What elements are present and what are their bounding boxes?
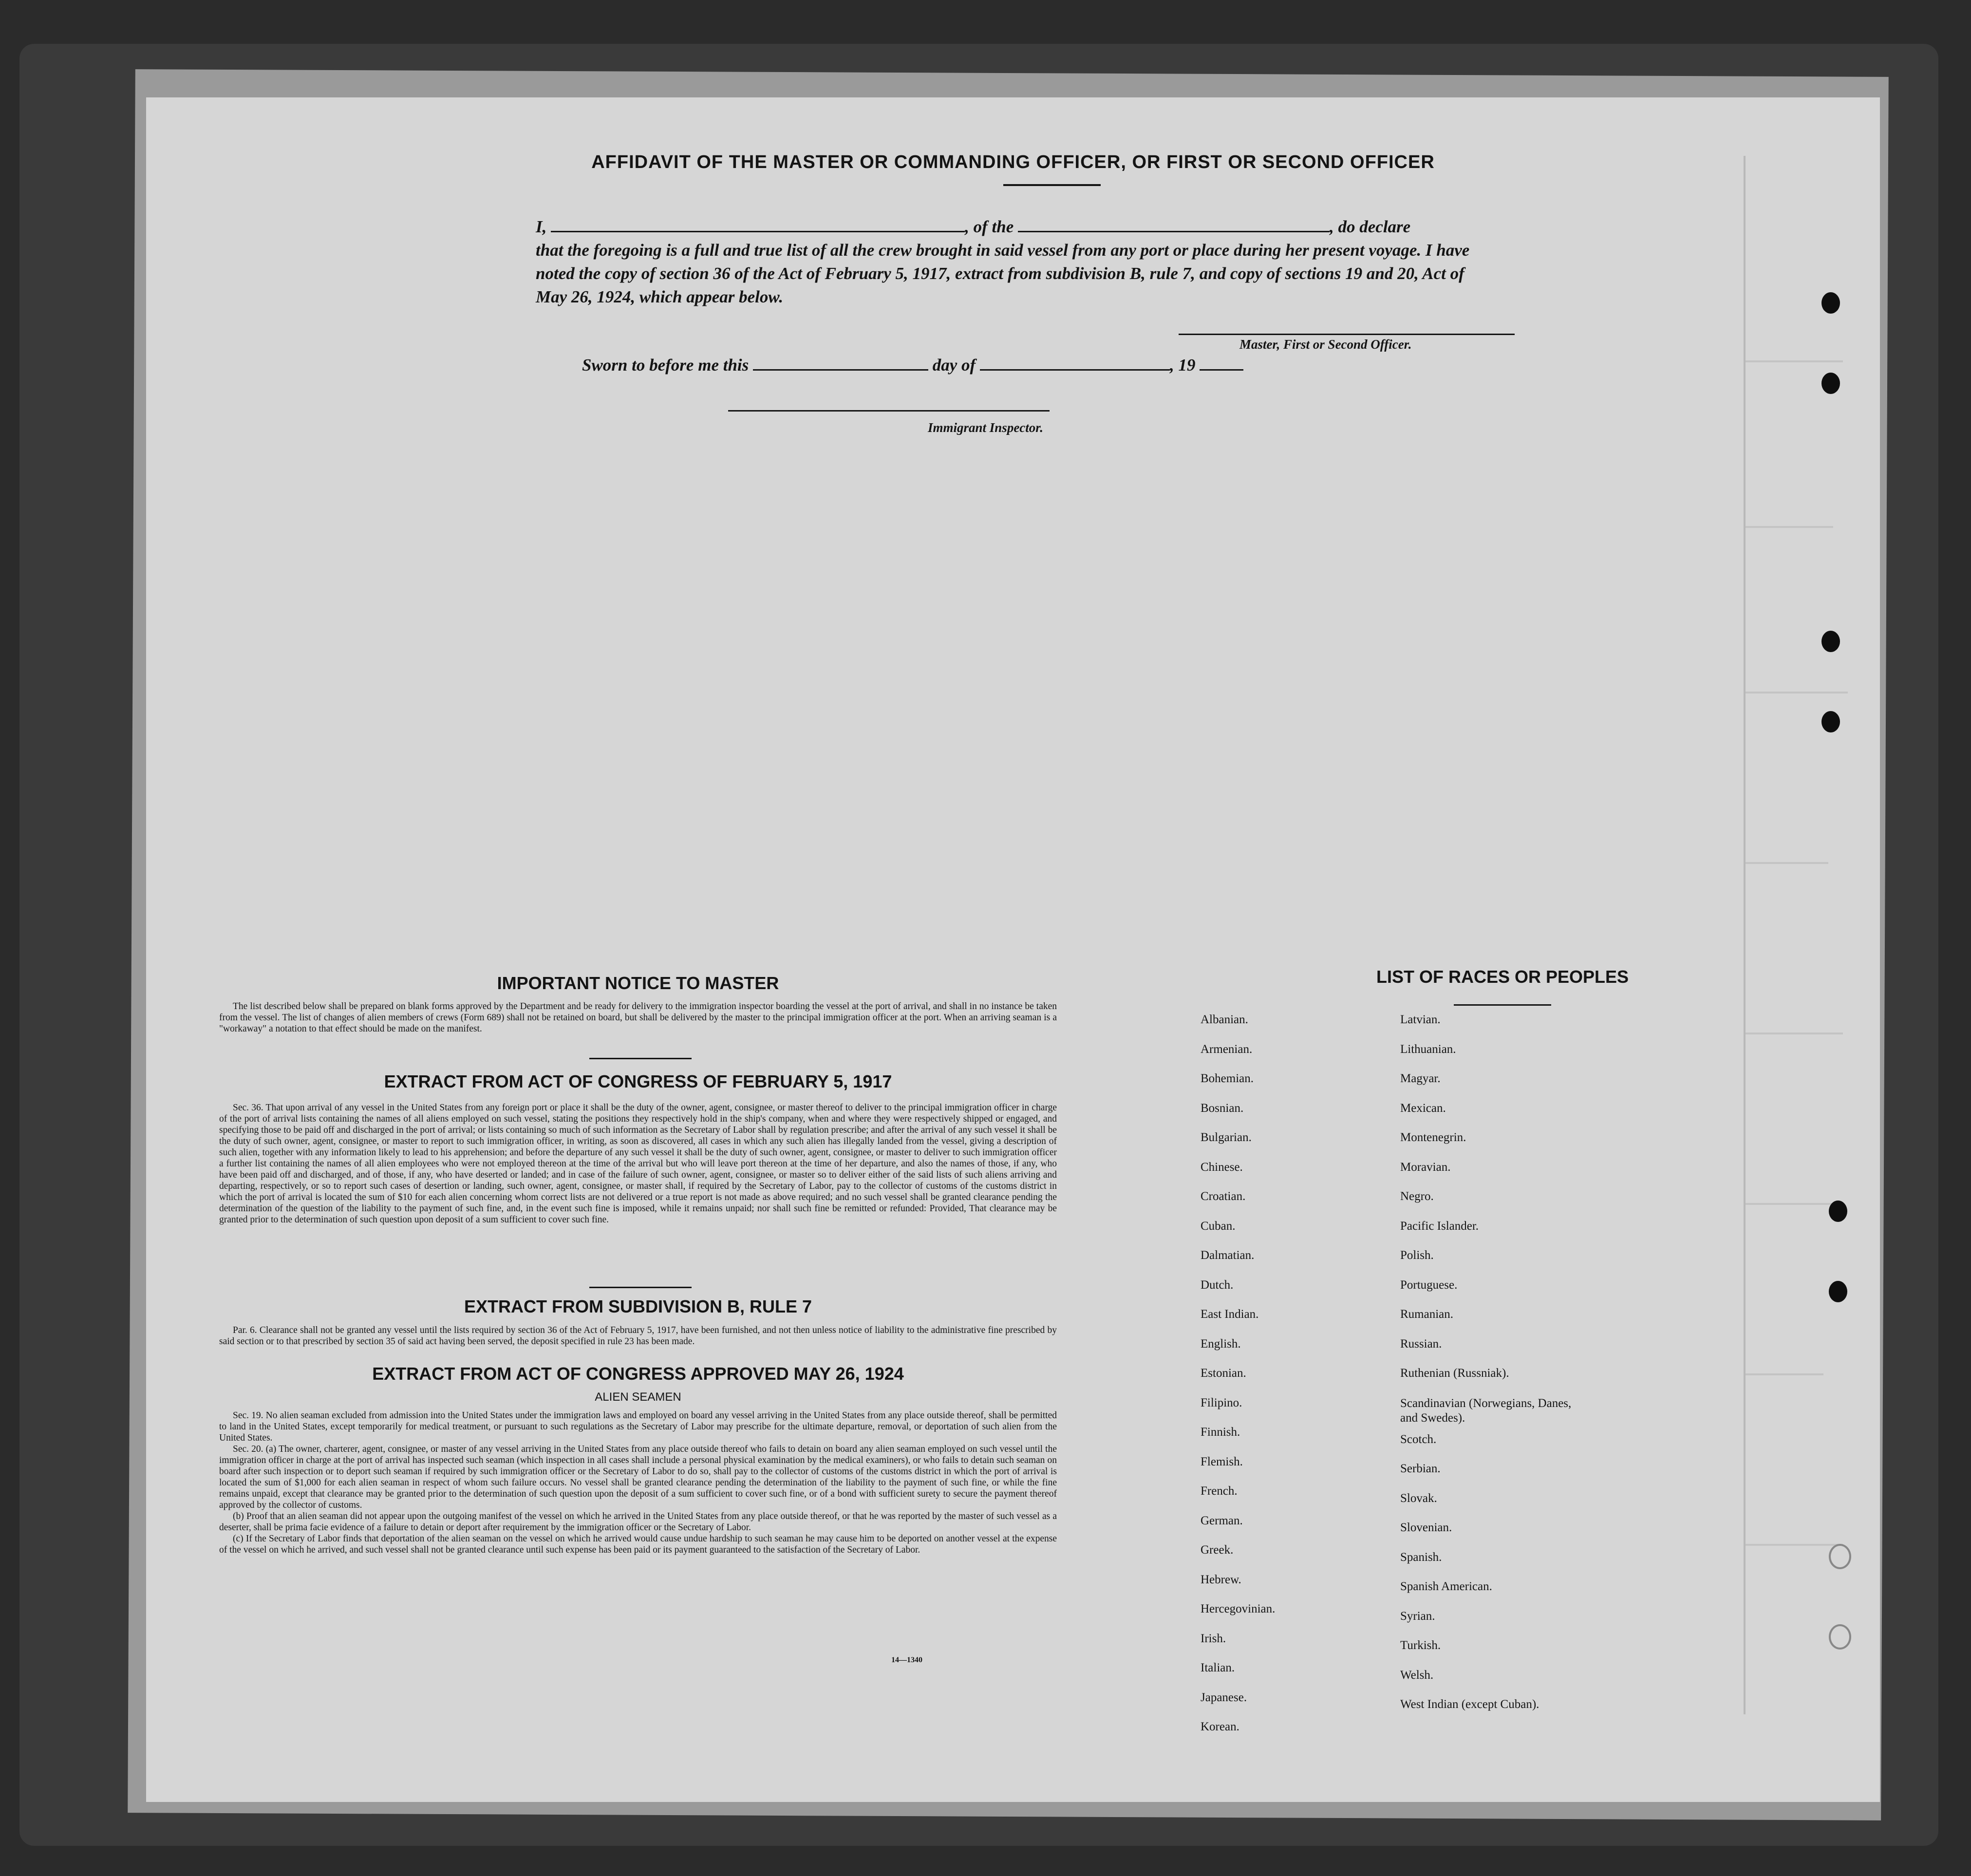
- section-divider: [589, 1058, 692, 1059]
- punch-hole: [1821, 292, 1840, 314]
- race-item: Japanese.: [1201, 1690, 1247, 1704]
- race-item: Slovak.: [1400, 1491, 1437, 1505]
- bleed-through-region: [1744, 156, 1867, 1714]
- punch-hole: [1829, 1201, 1847, 1222]
- sec20c-text: (c) If the Secretary of Labor finds that deportation of the alien seaman on the vessel on which he arrived would cause undue hardship to such seaman he may cause him to be deported on another vessel at the expense of the vessel on which he arrived, and such vessel shall not be granted clearance until such expense has been paid or its payment guaranteed to the satisfaction of the Secretary of Labor.: [219, 1534, 1057, 1555]
- race-item: Hercegovinian.: [1201, 1602, 1276, 1615]
- race-item: Chinese.: [1201, 1160, 1243, 1174]
- extract-1917-text: Sec. 36. That upon arrival of any vessel in the United States from any foreign port or place it shall be the duty of the owner, agent, consignee, or master thereof to deliver to the principal immigration officer in charge of the port of arrival lists containing the names of all aliens employed on such vessel, stating the positions they respectively hold in the ship's company, when and where they were respectively shipped or engaged, and specifying those to be paid off and discharged in the port of arrival; or lists containing so much of such information as the Secretary of Labor shall by regulation prescribe; and after the arrival of any such vessel it shall be the duty of such owner, agent, consignee, or master to report to such immigration officer, in writing, as soon as discovered, all cases in which any such alien has illegally landed from the vessel, giving a description of such alien, together with any information likely to lead to his apprehension; and before the departure of any such vessel it shall be the duty of such owner, agent, consignee, or master to deliver to such immigration officer a further list containing the names of all alien employees who were not employed thereon at the time of the arrival but who will leave port thereon at the time of her departure, and also the names of those, if any, who have been paid off and discharged, and of those, if any, who have deserted or landed; and in case of the failure of such owner, agent, consignee, or master so to deliver either of the said lists of such aliens arriving and departing, respectively, or so to report such cases of desertion or landing, such owner, agent, consignee, or master shall, if required by the Secretary of Labor, pay to the collector of customs of the customs district in which the port of arrival is located the sum of $10 for each alien concerning whom correct lists are not delivered or a true report is not made as above required; and no such vessel shall be granted clearance pending the determination of the question of the liability to the payment of such fine, and, in the event such fine is imposed, while it remains unpaid; nor shall such fine be remitted or refunded: Provided, That clearance may be granted prior to the determination of such question upon deposit of a sum sufficient to cover such fine.: [219, 1103, 1057, 1225]
- race-item: Greek.: [1201, 1543, 1234, 1557]
- extract-rule7-title: EXTRACT FROM SUBDIVISION B, RULE 7: [464, 1296, 812, 1316]
- race-item: English.: [1201, 1337, 1241, 1351]
- race-item: Polish.: [1400, 1249, 1434, 1262]
- affidavit-title: AFFIDAVIT OF THE MASTER OR COMMANDING OFFICER, OR FIRST OR SECOND OFFICER: [591, 152, 1435, 172]
- race-item: Mexican.: [1400, 1101, 1446, 1115]
- punch-hole: [1821, 631, 1840, 652]
- race-item: Irish.: [1201, 1632, 1226, 1645]
- races-title-rule: [1454, 1004, 1551, 1006]
- race-item: Estonian.: [1201, 1367, 1246, 1380]
- race-item: Portuguese.: [1400, 1278, 1458, 1292]
- sec20b-text: (b) Proof that an alien seaman did not appear upon the outgoing manifest of the vessel on which he arrived in the United States from any place outside thereof, or that he was reported by the master of such vessel as a deserter, shall be prima facie evidence of a failure to detain or deport after requirement by the immigration officer or the Secretary of Labor.: [219, 1511, 1057, 1533]
- extract-1917-title: EXTRACT FROM ACT OF CONGRESS OF FEBRUARY 5, 1917: [384, 1071, 892, 1091]
- extract-rule7-text: Par. 6. Clearance shall not be granted any vessel until the lists required by section 36 of the Act of February 5, 1917, have been furnished, and not then unless notice of liability to the administrative fine prescribed by said section or to that prescribed by section 35 of said act having been served, the deposit specified in rule 23 has been made.: [219, 1325, 1057, 1347]
- extract-1924-text: [219, 1410, 1057, 1556]
- race-item: Armenian.: [1201, 1042, 1253, 1056]
- race-item: Hebrew.: [1201, 1573, 1241, 1586]
- race-item: Korean.: [1201, 1720, 1239, 1733]
- race-item: Finnish.: [1201, 1426, 1240, 1439]
- race-item: Scandinavian (Norwegians, Danes, and Swedes).: [1400, 1396, 1572, 1425]
- sworn-line: Sworn to before me this day of , 19: [582, 356, 1243, 375]
- race-item: Scotch.: [1400, 1432, 1437, 1446]
- race-item: Moravian.: [1400, 1160, 1451, 1174]
- sworn-day-blank[interactable]: [753, 369, 928, 371]
- alien-seamen-subtitle: ALIEN SEAMEN: [595, 1390, 681, 1404]
- race-item: Dalmatian.: [1201, 1249, 1255, 1262]
- inspector-label: Immigrant Inspector.: [928, 420, 1044, 435]
- officer-label: Master, First or Second Officer.: [1239, 337, 1412, 352]
- race-item: Welsh.: [1400, 1668, 1434, 1682]
- race-item: Latvian.: [1400, 1013, 1441, 1026]
- race-item: Magyar.: [1400, 1072, 1441, 1085]
- form-number: 14—1340: [891, 1656, 922, 1664]
- notice-title: IMPORTANT NOTICE TO MASTER: [497, 973, 779, 993]
- race-item: Pacific Islander.: [1400, 1219, 1479, 1233]
- notice-text: The list described below shall be prepared on blank forms approved by the Department and be ready for delivery to the immigration inspector boarding the vessel at the port of arrival, and shall in no instance be taken from the vessel. The list of changes of alien members of crews (Form 689) shall not be retained on board, but shall be delivered by the master to the principal immigration officer at the port. When an arriving seaman is a "workaway" a notation to that effect should be made on the manifest.: [219, 1001, 1057, 1034]
- extract-1924-title: EXTRACT FROM ACT OF CONGRESS APPROVED MAY 26, 1924: [372, 1364, 904, 1384]
- race-item: Italian.: [1201, 1661, 1235, 1674]
- race-item: East Indian.: [1201, 1308, 1259, 1321]
- race-item: Spanish American.: [1400, 1580, 1492, 1593]
- races-column-2: [1400, 1013, 1585, 1727]
- race-item: Bosnian.: [1201, 1101, 1244, 1115]
- race-item: Croatian.: [1201, 1190, 1246, 1203]
- affidavit-declaration: [536, 215, 1490, 309]
- race-item: Bohemian.: [1201, 1072, 1254, 1085]
- races-title: LIST OF RACES OR PEOPLES: [1376, 967, 1629, 987]
- punch-hole: [1829, 1281, 1847, 1302]
- race-item: Russian.: [1400, 1337, 1442, 1351]
- race-item: Serbian.: [1400, 1462, 1441, 1475]
- document-page: [146, 97, 1880, 1802]
- sworn-year-blank[interactable]: [1200, 369, 1243, 371]
- punch-hole: [1829, 1624, 1851, 1650]
- sec20a-text: Sec. 20. (a) The owner, charterer, agent, consignee, or master of any vessel arriving in the United States from any place outside thereof who fails to detain on board any alien seaman employed on such vessel until the immigration officer in charge at the port of arrival has inspected such seaman (which inspection in all cases shall include a personal physical examination by the medical examiners), or who fails to detain such seaman on board after such inspection or to deport such seaman if required by such immigration officer or the Secretary of Labor to do so, shall pay to the collector of customs of the customs district in which the port of arrival is located the sum of $1,000 for each alien seaman in respect of whom such failure occurs. No vessel shall be granted clearance pending the determination of the liability to the payment of such fine, or while the fine remains unpaid, except that clearance may be granted prior to the determination of such question upon the deposit of a sum sufficient to cover such fine, or of a bond with sufficient surety to secure the payment thereof approved by the collector of customs.: [219, 1444, 1057, 1510]
- section-divider: [589, 1287, 692, 1288]
- race-item: Negro.: [1400, 1190, 1434, 1203]
- inspector-signature-line[interactable]: [728, 410, 1050, 412]
- declaration-line: I, , of the , do declare: [536, 217, 1411, 236]
- race-item: Turkish.: [1400, 1639, 1441, 1652]
- race-item: Rumanian.: [1400, 1308, 1454, 1321]
- race-item: West Indian (except Cuban).: [1400, 1698, 1539, 1711]
- officer-signature-line[interactable]: [1179, 334, 1515, 335]
- race-item: Montenegrin.: [1400, 1131, 1466, 1144]
- race-item: Dutch.: [1201, 1278, 1234, 1292]
- race-item: Cuban.: [1201, 1219, 1236, 1233]
- race-item: Lithuanian.: [1400, 1042, 1456, 1056]
- race-item: Ruthenian (Russniak).: [1400, 1367, 1509, 1380]
- race-item: Albanian.: [1201, 1013, 1248, 1026]
- declaration-body: that the foregoing is a full and true list of all the crew brought in said vessel from any port or place during her present voyage. I have noted the copy of section 36 of the Act of February 5, 1917, extract from subdivision B, rule 7, and copy of sections 19 and 20, Act of May 26, 1924, which appear below.: [536, 241, 1470, 306]
- race-item: Syrian.: [1400, 1609, 1435, 1623]
- race-item: Filipino.: [1201, 1396, 1242, 1409]
- punch-hole: [1829, 1544, 1851, 1569]
- race-item: Slovenian.: [1400, 1521, 1452, 1534]
- race-item: German.: [1201, 1514, 1243, 1527]
- name-blank[interactable]: [551, 231, 965, 232]
- races-column-1: [1201, 1013, 1275, 1750]
- punch-hole: [1821, 711, 1840, 732]
- vessel-blank[interactable]: [1018, 231, 1330, 232]
- race-item: Bulgarian.: [1201, 1131, 1252, 1144]
- punch-hole: [1821, 373, 1840, 394]
- race-item: Flemish.: [1201, 1455, 1243, 1468]
- race-item: Spanish.: [1400, 1550, 1442, 1564]
- race-item: French.: [1201, 1484, 1238, 1498]
- sec19-text: Sec. 19. No alien seaman excluded from admission into the United States under the immigration laws and employed on board any vessel arriving in the United States from any place outside thereof, shall be permitted to land in the United States, except temporarily for medical treatment, or pursuant to such regulations as the Secretary of Labor may prescribe for the ultimate departure, removal, or deportation of such alien from the United States.: [219, 1410, 1057, 1443]
- title-rule: [1003, 184, 1101, 186]
- sworn-month-blank[interactable]: [980, 369, 1170, 371]
